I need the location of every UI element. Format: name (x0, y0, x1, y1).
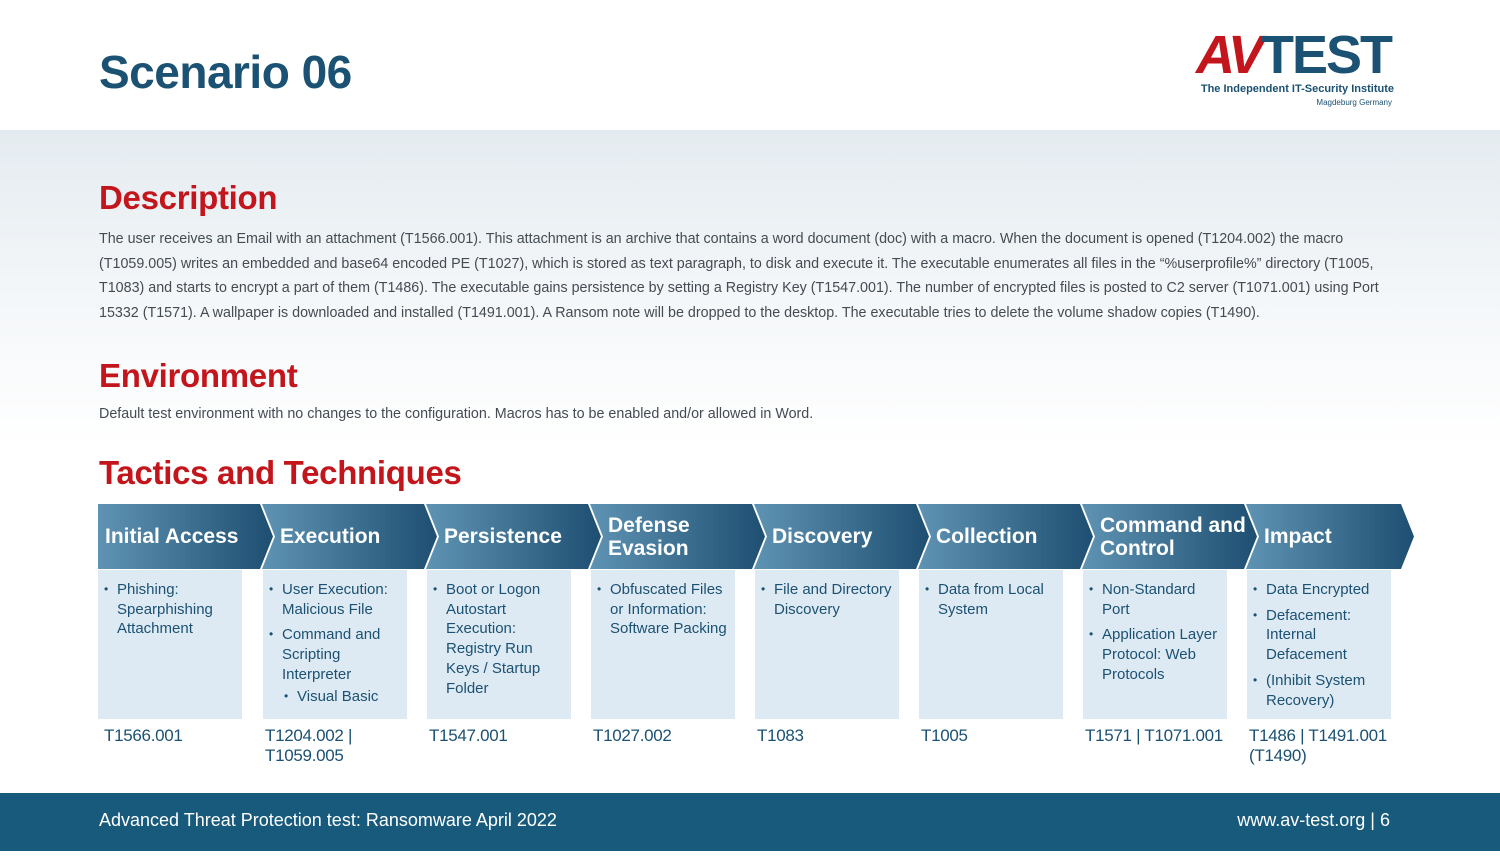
footer-page-info: www.av-test.org | 6 (1237, 810, 1390, 830)
tactics-heading: Tactics and Techniques (99, 454, 462, 491)
tactic-label: Initial Access (105, 525, 239, 548)
technique-item: • User Execution: Malicious File (269, 580, 403, 619)
tactic-techniques-box (427, 570, 571, 719)
technique-item: • Application Layer Protocol: Web Protocols (1089, 625, 1223, 684)
tactic-techniques-box (98, 570, 242, 719)
technique-list (427, 570, 571, 698)
technique-item: • Obfuscated Files or Information: Software Packing (597, 580, 731, 639)
technique-item: • Defacement: Internal Defacement (1253, 606, 1387, 665)
page-title: Scenario 06 (99, 46, 352, 98)
technique-list (98, 570, 242, 639)
technique-item: • Boot or Logon Autostart Execution: Registry Run Keys / Startup Folder (433, 580, 567, 698)
technique-list (755, 570, 899, 619)
technique-item: • Phishing: Spearphishing Attachment (104, 580, 238, 639)
tactic-label: Execution (280, 525, 381, 548)
tactic-label: Defense Evasion (608, 513, 690, 560)
tactic-label: Persistence (444, 525, 562, 548)
tactic-label: Discovery (772, 525, 873, 548)
technique-ids: T1204.002 | T1059.005 (265, 726, 353, 765)
technique-list (591, 570, 735, 639)
description-text: The user receives an Email with an attachment (T1566.001). This attachment is an archive that contains a word document (doc) with a macro. When the document is opened (T1204.002) the macro (T1059.005) writes an embedded and base64 encoded PE (T1027), which is stored as text paragraph, to disk and execute it. The executable enumerates all files in the “%userprofile%” directory (T1005, T1083) and starts to encrypt a part of them (T1486). The executable gains persistence by setting a Registry Key (T1547.001). The number of encrypted files is posted to C2 server (T1071.001) using Port 15332 (T1571). A wallpaper is downloaded and installed (T1491.001). A Ransom note will be dropped to the desktop. The executable tries to delete the volume shadow copies (T1490). (99, 231, 1379, 321)
tactic-techniques-box (755, 570, 899, 719)
technique-list (263, 570, 407, 706)
technique-item: • File and Directory Discovery (761, 580, 895, 619)
environment-heading: Environment (99, 357, 298, 394)
tactic-techniques-box (263, 570, 407, 719)
technique-ids: T1005 (921, 726, 968, 745)
tactics-diagram (98, 504, 1400, 774)
logo-av: AV (1196, 25, 1262, 85)
technique-ids: T1566.001 (104, 726, 183, 745)
header (0, 0, 1500, 130)
logo-location: Magdeburg Germany (1316, 98, 1392, 107)
tactic-label: Collection (936, 525, 1038, 548)
tactic-techniques-box (1247, 570, 1391, 719)
technique-item: • (Inhibit System Recovery) (1253, 671, 1387, 710)
technique-item: • Non-Standard Port (1089, 580, 1223, 619)
footer-report-title: Advanced Threat Protection test: Ransomware April 2022 (99, 810, 557, 830)
technique-item: • Data Encrypted (1253, 580, 1387, 600)
technique-ids: T1547.001 (429, 726, 508, 745)
technique-list (919, 570, 1063, 619)
technique-item: • Command and Scripting Interpreter (269, 625, 403, 684)
technique-list (1247, 570, 1391, 710)
tactic-techniques-box (919, 570, 1063, 719)
technique-list (1083, 570, 1227, 685)
technique-ids: T1027.002 (593, 726, 672, 745)
environment-text: Default test environment with no changes to the configuration. Macros has to be enabled and/or allowed in Word. (99, 406, 814, 422)
tactic-label: Command and Control (1100, 513, 1246, 560)
technique-ids: T1486 | T1491.001 (T1490) (1249, 726, 1387, 765)
tactic-techniques-box (1083, 570, 1227, 719)
tactic-techniques-box (591, 570, 735, 719)
description-heading: Description (99, 179, 278, 216)
footer (0, 793, 1500, 851)
tactic-label: Impact (1264, 525, 1332, 548)
av-test-logo (1196, 25, 1402, 110)
technique-ids: T1083 (757, 726, 804, 745)
logo-wordmark (1196, 25, 1392, 85)
technique-ids: T1571 | T1071.001 (1085, 726, 1223, 745)
technique-item: • Data from Local System (925, 580, 1059, 619)
logo-tagline: The Independent IT-Security Institute (1200, 83, 1394, 95)
technique-subitem: • Visual Basic (269, 687, 403, 707)
logo-test: TEST (1261, 25, 1392, 85)
